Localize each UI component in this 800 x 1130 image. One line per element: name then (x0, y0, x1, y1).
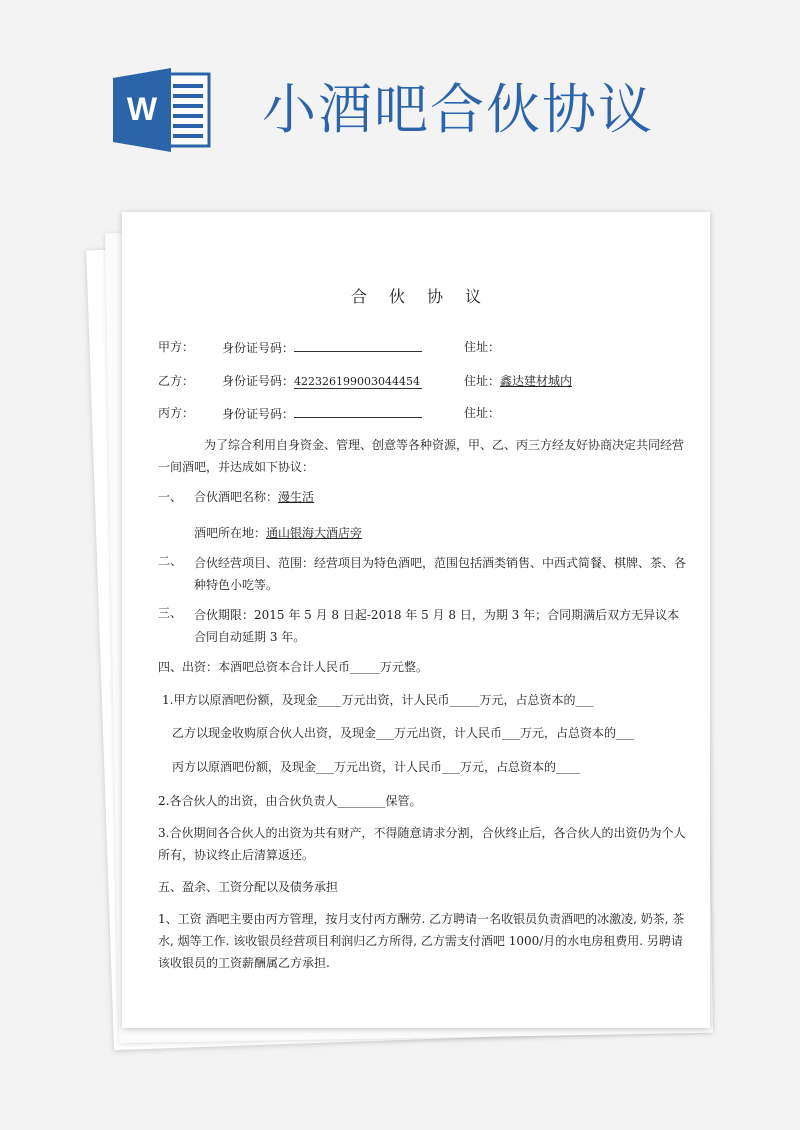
intro-paragraph: 为了综合利用自身资金、管理、创意等各种资源，甲、乙、丙三方经友好协商决定共同经营一间酒吧，并达成如下协议： (158, 438, 685, 474)
section-2-text: 合伙经营项目、范围：经营项目为特色酒吧，范围包括酒类销售、中西式简餐、棋牌、茶、各种特色小吃等。 (194, 556, 687, 592)
section-1-number: 一、 (158, 490, 183, 504)
section-5-item-1: 1、工资 酒吧主要由丙方管理，按月支付丙方酬劳. 乙方聘请一名收银员负责酒吧的冰激凌, 奶茶, 茶水, 烟等工作. 该收银员经营项目利润归乙方所得, 乙方需支付酒吧 1000/月的水电房租费用. 另聘请该收银员的工资薪酬属乙方承担. (158, 912, 685, 970)
party-b-id-row (222, 372, 422, 389)
section-4-party-b: 乙方以现金收购原合伙人出资，及现金___万元出资，计人民币___万元，占总资本的___ (172, 726, 635, 740)
party-c-label: 丙方： (158, 406, 195, 420)
banner (0, 0, 800, 200)
party-c-id-label: 身份证号码： (222, 407, 295, 421)
party-b-label: 乙方： (158, 374, 195, 388)
party-c-id-row (222, 404, 422, 422)
bar-name-value: 漫生活 (278, 490, 315, 504)
document-title: 合伙协议 (350, 287, 503, 306)
party-b-address-value: 鑫达建材城内 (500, 374, 573, 388)
section-3-number: 三、 (158, 606, 183, 620)
party-a-id-label: 身份证号码： (222, 341, 295, 355)
document-page (122, 212, 710, 1028)
party-c-address-label: 住址： (464, 406, 501, 420)
bar-name-label: 合伙酒吧名称： (194, 490, 279, 504)
section-1-location-row (194, 524, 362, 541)
party-b-address-label: 住址： (464, 374, 501, 388)
bar-location-label: 酒吧所在地： (194, 526, 267, 540)
party-a-label: 甲方： (158, 340, 195, 354)
party-b-address-row (464, 372, 572, 389)
section-4-party-c: 丙方以原酒吧份额，及现金___万元出资，计人民币___万元，占总资本的____ (172, 760, 581, 774)
party-a-id-blank (294, 338, 422, 352)
party-b-id-value: 422326199003044454 (294, 375, 422, 389)
banner-title: 小酒吧合伙协议 (262, 78, 654, 141)
section-3-text: 合伙期限：2015 年 5 月 8 日起-2018 年 5 月 8 日，为期 3 年；合同期满后双方无异议本合同自动延期 3 年。 (194, 608, 680, 644)
section-1-name-row (194, 488, 314, 505)
party-c-id-blank (294, 404, 422, 418)
section-2-number: 二、 (158, 554, 183, 568)
section-4-item-3: 3.合伙期间各合伙人的出资为共有财产，不得随意请求分割，合伙终止后，各合伙人的出资仍为个人所有，协议终止后清算返还。 (158, 826, 686, 862)
section-4-item-2: 2.各合伙人的出资，由合伙负责人________保管。 (158, 794, 422, 808)
word-icon (113, 68, 213, 152)
section-4-title: 四、出资：本酒吧总资本合计人民币_____万元整。 (158, 660, 429, 674)
section-4-item-1: 1.甲方以原酒吧份额，及现金____万元出资，计人民币_____万元，占总资本的___ (162, 693, 594, 707)
party-a-address-label: 住址： (464, 340, 501, 354)
party-b-id-label: 身份证号码： (222, 374, 295, 388)
svg-text:W: W (126, 91, 158, 127)
bar-location-value: 通山银海大酒店旁 (266, 526, 363, 540)
party-a-id-row (222, 338, 422, 356)
section-5-title: 五、盈余、工资分配以及债务承担 (158, 880, 339, 894)
